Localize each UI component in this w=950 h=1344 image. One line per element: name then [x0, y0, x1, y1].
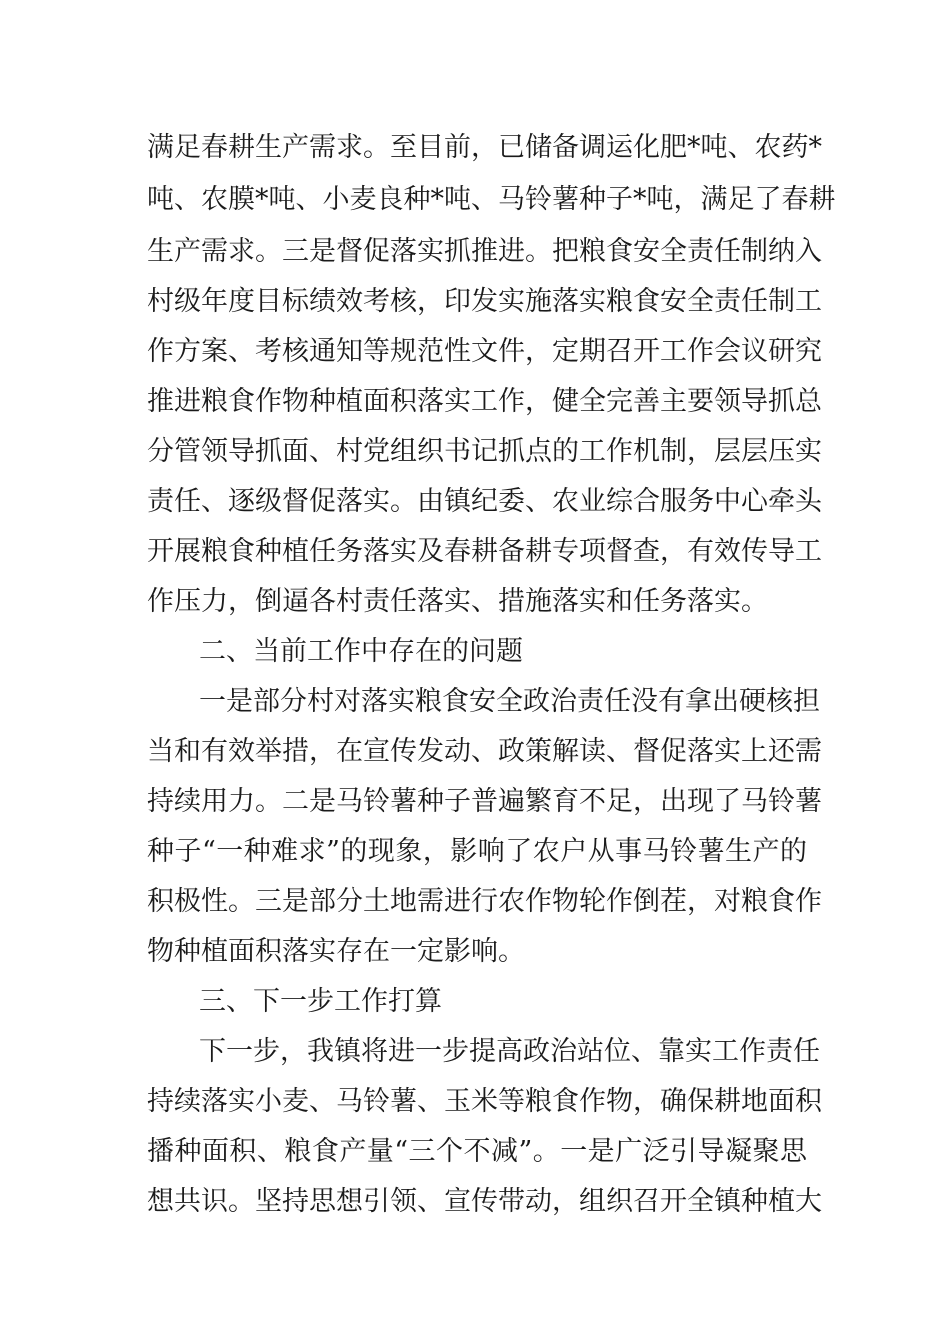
paragraph-line: 当和有效举措，在宣传发动、政策解读、督促落实上还需 — [147, 736, 822, 767]
paragraph-line: 满足春耕生产需求。至目前，已储备调运化肥*吨、农药* — [147, 132, 822, 163]
paragraph-line: 吨、农膜*吨、小麦良种*吨、马铃薯种子*吨，满足了春耕 — [147, 184, 836, 215]
paragraph-line: 持续用力。二是马铃薯种子普遍繁育不足，出现了马铃薯 — [147, 786, 822, 817]
paragraph-line: 作方案、考核通知等规范性文件，定期召开工作会议研究 — [147, 336, 822, 367]
paragraph-line: 持续落实小麦、马铃薯、玉米等粮食作物，确保耕地面积 — [147, 1086, 822, 1117]
paragraph-line: 村级年度目标绩效考核，印发实施落实粮食安全责任制工 — [147, 286, 822, 317]
paragraph-line: 开展粮食种植任务落实及春耕备耕专项督查，有效传导工 — [147, 536, 822, 567]
paragraph-line: 种子“一种难求”的现象，影响了农户从事马铃薯生产的 — [147, 836, 807, 867]
section-heading: 二、当前工作中存在的问题 — [199, 636, 523, 667]
paragraph-line: 积极性。三是部分土地需进行农作物轮作倒茬，对粮食作 — [147, 886, 822, 917]
paragraph-line: 生产需求。三是督促落实抓推进。把粮食安全责任制纳入 — [147, 236, 822, 267]
paragraph-line: 作压力，倒逼各村责任落实、措施落实和任务落实。 — [147, 586, 768, 617]
paragraph-line: 责任、逐级督促落实。由镇纪委、农业综合服务中心牵头 — [147, 486, 822, 517]
paragraph-line: 物种植面积落实存在一定影响。 — [147, 936, 525, 967]
paragraph-line: 一是部分村对落实粮食安全政治责任没有拿出硬核担 — [199, 686, 820, 717]
paragraph-line: 播种面积、粮食产量“三个不减”。一是广泛引导凝聚思 — [147, 1136, 807, 1167]
section-heading: 三、下一步工作打算 — [199, 986, 442, 1017]
paragraph-line: 推进粮食作物种植面积落实工作，健全完善主要领导抓总 — [147, 386, 822, 417]
paragraph-line: 下一步，我镇将进一步提高政治站位、靠实工作责任 — [199, 1036, 820, 1067]
paragraph-line: 分管领导抓面、村党组织书记抓点的工作机制，层层压实 — [147, 436, 822, 467]
paragraph-line: 想共识。坚持思想引领、宣传带动，组织召开全镇种植大 — [147, 1186, 822, 1217]
